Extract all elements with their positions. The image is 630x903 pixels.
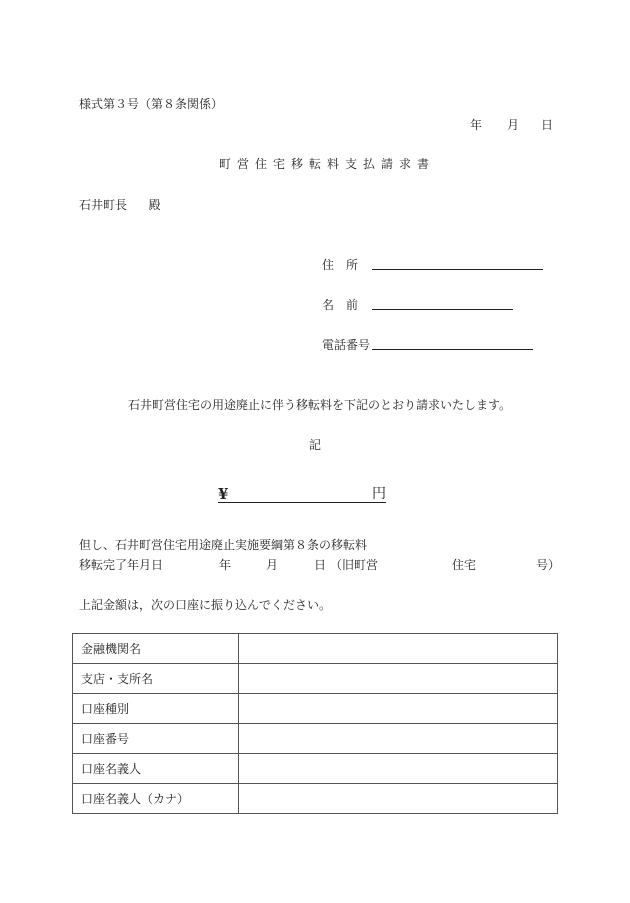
- addressee-honorific: 殿: [148, 198, 161, 212]
- table-row: [73, 694, 558, 724]
- account-type-cell[interactable]: [239, 694, 558, 724]
- branch-name-label: 支店・支所名: [73, 664, 239, 694]
- document-title: 町営住宅移転料支払請求書: [219, 157, 436, 171]
- account-number-cell[interactable]: [239, 724, 558, 754]
- account-number-label: 口座番号: [73, 724, 239, 754]
- ki-heading: 記: [309, 438, 322, 452]
- completion-year-label: 年: [219, 558, 232, 572]
- table-row: [73, 754, 558, 784]
- completion-day-label: 日: [314, 558, 327, 572]
- completion-month-label: 月: [266, 558, 279, 572]
- amount-field-line[interactable]: [218, 502, 386, 503]
- address-label: 住 所: [322, 258, 359, 272]
- table-row: [73, 784, 558, 814]
- phone-field-line[interactable]: [372, 349, 533, 350]
- table-row: [73, 634, 558, 664]
- form-number: 様式第３号（第８条関係）: [79, 97, 224, 111]
- date-month-label: 月: [507, 118, 520, 132]
- request-sentence: 石井町営住宅の用途廃止に伴う移転料を下記のとおり請求いたします。: [128, 398, 512, 412]
- yen-symbol: ¥: [218, 485, 229, 503]
- name-label: 名 前: [322, 298, 359, 312]
- bank-account-table: [72, 633, 558, 814]
- table-row: [73, 724, 558, 754]
- account-holder-kana-cell[interactable]: [239, 784, 558, 814]
- name-field-line[interactable]: [372, 309, 513, 310]
- housing-label: 住宅: [452, 558, 477, 572]
- account-holder-label: 口座名義人: [73, 754, 239, 784]
- bank-name-label: 金融機関名: [73, 634, 239, 664]
- transfer-note: 上記金額は，次の口座に振り込んでください。: [79, 598, 332, 612]
- branch-name-cell[interactable]: [239, 664, 558, 694]
- account-type-label: 口座種別: [73, 694, 239, 724]
- bank-name-cell[interactable]: [239, 634, 558, 664]
- date-year-label: 年: [470, 118, 483, 132]
- address-field-line[interactable]: [372, 269, 543, 270]
- phone-label: 電話番号: [322, 338, 371, 352]
- en-unit: 円: [372, 486, 386, 502]
- completion-date-label: 移転完了年月日: [79, 558, 164, 572]
- number-close: 号）: [536, 558, 561, 572]
- proviso-line: 但し、石井町営住宅用途廃止実施要綱第８条の移転料: [79, 538, 368, 552]
- account-holder-kana-label: 口座名義人（カナ）: [73, 784, 239, 814]
- date-day-label: 日: [541, 118, 554, 132]
- old-housing-open: （旧町営: [330, 558, 379, 572]
- table-row: [73, 664, 558, 694]
- addressee: [79, 198, 161, 212]
- account-holder-cell[interactable]: [239, 754, 558, 784]
- addressee-name: 石井町長: [79, 198, 128, 212]
